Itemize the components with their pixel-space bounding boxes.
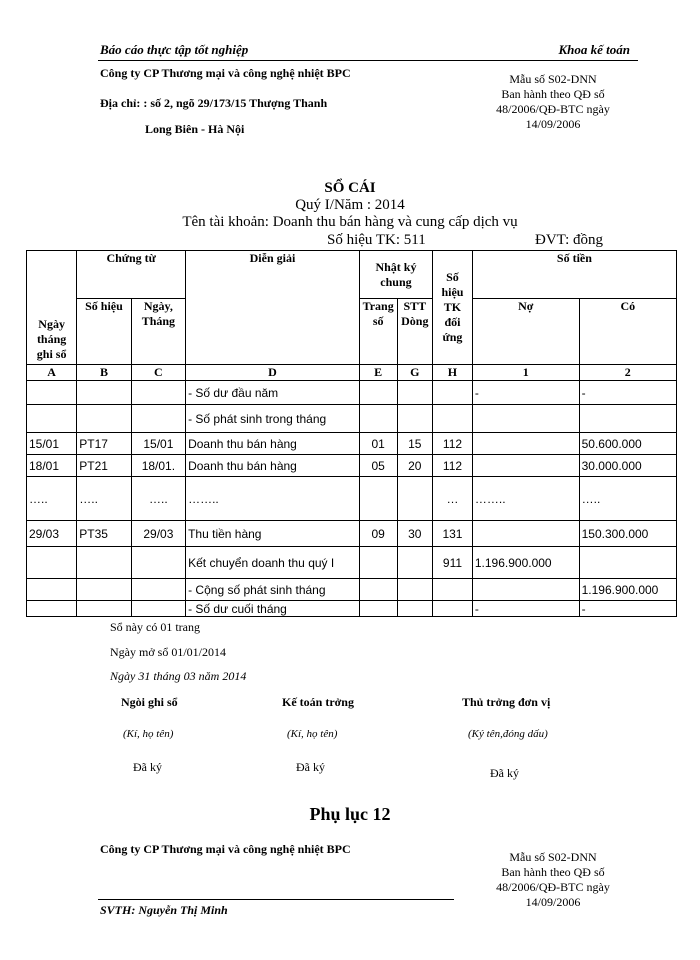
cell-voucher-no xyxy=(77,601,131,617)
cell-credit: 50.600.000 xyxy=(579,433,676,455)
cell-voucher-date: 15/01 xyxy=(131,433,185,455)
cell-voucher-date: 29/03 xyxy=(131,521,185,547)
company-address-line1: Địa chỉ: : số 2, ngõ 29/173/15 Thượng Thanh xyxy=(100,96,328,110)
signature-status: Đã ký xyxy=(133,760,162,774)
column-code: H xyxy=(433,365,473,381)
page-count-note: Sổ này có 01 trang xyxy=(110,620,200,634)
form-decision-no: 48/2006/QĐ-BTC ngày xyxy=(496,880,610,894)
cell-contra-account: 911 xyxy=(433,547,473,579)
table-row xyxy=(27,601,677,617)
cell-page-no xyxy=(359,477,397,521)
company-address-line2: Long Biên - Hà Nội xyxy=(145,122,245,136)
cell-voucher-date: 18/01. xyxy=(131,455,185,477)
cell-description: Doanh thu bán hàng xyxy=(186,455,360,477)
header-journal: Nhật ký chung xyxy=(359,251,432,299)
cell-contra-account: 112 xyxy=(433,433,473,455)
cell-debit xyxy=(472,521,579,547)
table-row xyxy=(27,381,677,405)
ledger-title: SỔ CÁI xyxy=(324,180,376,196)
cell-voucher-no xyxy=(77,579,131,601)
department-label: Khoa kế toán xyxy=(558,42,630,57)
cell-date: 18/01 xyxy=(27,455,77,477)
header-debit: Nợ xyxy=(472,299,579,365)
cell-line-no xyxy=(397,477,433,521)
cell-description: Kết chuyển doanh thu quý I xyxy=(186,547,360,579)
form-code: Mẫu số S02-DNN xyxy=(509,850,597,864)
column-code: 1 xyxy=(472,365,579,381)
cell-credit: 150.300.000 xyxy=(579,521,676,547)
cell-description: Thu tiền hàng xyxy=(186,521,360,547)
cell-page-no: 01 xyxy=(359,433,397,455)
column-code: D xyxy=(186,365,360,381)
cell-credit xyxy=(579,405,676,433)
cell-line-no xyxy=(397,579,433,601)
appendix-form-info xyxy=(478,850,628,910)
cell-line-no: 20 xyxy=(397,455,433,477)
cell-description: …….. xyxy=(186,477,360,521)
cell-debit: …….. xyxy=(472,477,579,521)
form-decision-date: 14/09/2006 xyxy=(525,117,581,131)
cell-description: - Cộng số phát sinh tháng xyxy=(186,579,360,601)
table-row xyxy=(27,579,677,601)
cell-voucher-no xyxy=(77,547,131,579)
form-decision-no: 48/2006/QĐ-BTC ngày xyxy=(496,102,610,116)
cell-page-no xyxy=(359,547,397,579)
cell-page-no xyxy=(359,601,397,617)
cell-date xyxy=(27,405,77,433)
table-row xyxy=(27,405,677,433)
signature-status: Đã ký xyxy=(490,766,519,780)
table-row xyxy=(27,477,677,521)
cell-debit: - xyxy=(472,381,579,405)
appendix-company-name: Công ty CP Thương mại và công nghệ nhiệt BPC xyxy=(100,842,351,856)
signature-instruction: (Kí, họ tên) xyxy=(123,728,174,740)
cell-voucher-no: PT35 xyxy=(77,521,131,547)
cell-line-no xyxy=(397,405,433,433)
signing-date: Ngày 31 tháng 03 năm 2014 xyxy=(110,669,247,683)
ledger-table xyxy=(26,250,677,617)
signature-role-director: Thủ trởng đơn vị xyxy=(462,695,551,709)
header-credit: Có xyxy=(579,299,676,365)
column-code: E xyxy=(359,365,397,381)
cell-line-no xyxy=(397,601,433,617)
ledger-period: Quý I/Năm : 2014 xyxy=(295,197,405,213)
cell-contra-account xyxy=(433,579,473,601)
form-info xyxy=(478,72,628,132)
cell-contra-account: 131 xyxy=(433,521,473,547)
account-number: Số hiệu TK: 511 xyxy=(327,232,426,248)
cell-voucher-date: ….. xyxy=(131,477,185,521)
cell-date xyxy=(27,547,77,579)
header-line-no: STT Dòng xyxy=(397,299,433,365)
form-decision-date: 14/09/2006 xyxy=(525,895,581,909)
cell-debit: 1.196.900.000 xyxy=(472,547,579,579)
cell-voucher-date xyxy=(131,579,185,601)
cell-voucher-no xyxy=(77,381,131,405)
cell-page-no xyxy=(359,381,397,405)
cell-date: ….. xyxy=(27,477,77,521)
signature-role-chief-accountant: Kế toán trởng xyxy=(282,695,354,709)
cell-credit: ….. xyxy=(579,477,676,521)
cell-description: Doanh thu bán hàng xyxy=(186,433,360,455)
header-voucher-date: Ngày, Tháng xyxy=(131,299,185,365)
cell-page-no: 05 xyxy=(359,455,397,477)
cell-voucher-date xyxy=(131,405,185,433)
cell-voucher-no: PT17 xyxy=(77,433,131,455)
account-name: Tên tài khoản: Doanh thu bán hàng và cung cấp dịch vụ xyxy=(182,214,518,230)
cell-page-no: 09 xyxy=(359,521,397,547)
cell-page-no xyxy=(359,579,397,601)
table-row xyxy=(27,547,677,579)
header-voucher-no: Số hiệu xyxy=(77,299,131,365)
cell-voucher-date xyxy=(131,381,185,405)
table-row xyxy=(27,433,677,455)
opened-date-note: Ngày mở sổ 01/01/2014 xyxy=(110,645,227,659)
cell-line-no: 30 xyxy=(397,521,433,547)
cell-voucher-date xyxy=(131,547,185,579)
company-name: Công ty CP Thương mại và công nghệ nhiệt BPC xyxy=(100,66,351,80)
header-contra-account: Số hiệu TK đối ứng xyxy=(433,251,473,365)
column-code: G xyxy=(397,365,433,381)
header-divider xyxy=(98,60,638,61)
cell-contra-account xyxy=(433,601,473,617)
form-decision: Ban hành theo QĐ số xyxy=(501,87,605,101)
cell-credit: 1.196.900.000 xyxy=(579,579,676,601)
cell-voucher-no: ….. xyxy=(77,477,131,521)
cell-debit xyxy=(472,579,579,601)
cell-credit xyxy=(579,547,676,579)
cell-voucher-date xyxy=(131,601,185,617)
header-voucher: Chứng từ xyxy=(77,251,186,299)
cell-credit: - xyxy=(579,381,676,405)
ledger-body xyxy=(27,381,677,617)
header-amount: Số tiền xyxy=(472,251,676,299)
cell-line-no: 15 xyxy=(397,433,433,455)
cell-debit xyxy=(472,405,579,433)
column-code: B xyxy=(77,365,131,381)
cell-date xyxy=(27,601,77,617)
cell-date xyxy=(27,579,77,601)
cell-debit xyxy=(472,455,579,477)
header-page-no: Trang số xyxy=(359,299,397,365)
cell-debit: - xyxy=(472,601,579,617)
header-description: Diễn giải xyxy=(186,251,360,365)
cell-voucher-no: PT21 xyxy=(77,455,131,477)
signature-status: Đã ký xyxy=(296,760,325,774)
cell-credit: - xyxy=(579,601,676,617)
appendix-title: Phụ lục 12 xyxy=(309,804,391,824)
cell-description: - Số phát sinh trong tháng xyxy=(186,405,360,433)
table-row xyxy=(27,455,677,477)
column-code: C xyxy=(131,365,185,381)
cell-debit xyxy=(472,433,579,455)
report-header-title: Báo cáo thực tập tốt nghiệp xyxy=(100,42,249,57)
form-decision: Ban hành theo QĐ số xyxy=(501,865,605,879)
cell-contra-account xyxy=(433,405,473,433)
cell-line-no xyxy=(397,381,433,405)
cell-page-no xyxy=(359,405,397,433)
footer-divider xyxy=(98,899,454,900)
signature-instruction: (Kí, họ tên) xyxy=(287,728,338,740)
cell-credit: 30.000.000 xyxy=(579,455,676,477)
cell-line-no xyxy=(397,547,433,579)
column-code-row xyxy=(27,365,677,381)
column-code: 2 xyxy=(579,365,676,381)
form-code: Mẫu số S02-DNN xyxy=(509,72,597,86)
signature-instruction: (Ký tên,đóng dấu) xyxy=(468,728,548,740)
signature-role-bookkeeper: Ngòi ghi sổ xyxy=(121,695,178,709)
cell-date: 15/01 xyxy=(27,433,77,455)
cell-contra-account: 112 xyxy=(433,455,473,477)
column-code: A xyxy=(27,365,77,381)
cell-description: - Số dư cuối tháng xyxy=(186,601,360,617)
cell-date: 29/03 xyxy=(27,521,77,547)
student-name: SVTH: Nguyễn Thị Minh xyxy=(100,903,228,917)
cell-description: - Số dư đầu năm xyxy=(186,381,360,405)
table-row xyxy=(27,521,677,547)
cell-contra-account xyxy=(433,381,473,405)
cell-voucher-no xyxy=(77,405,131,433)
cell-contra-account: … xyxy=(433,477,473,521)
currency-unit: ĐVT: đồng xyxy=(535,232,603,248)
cell-date xyxy=(27,381,77,405)
header-date: Ngày tháng ghi sổ xyxy=(27,251,77,365)
